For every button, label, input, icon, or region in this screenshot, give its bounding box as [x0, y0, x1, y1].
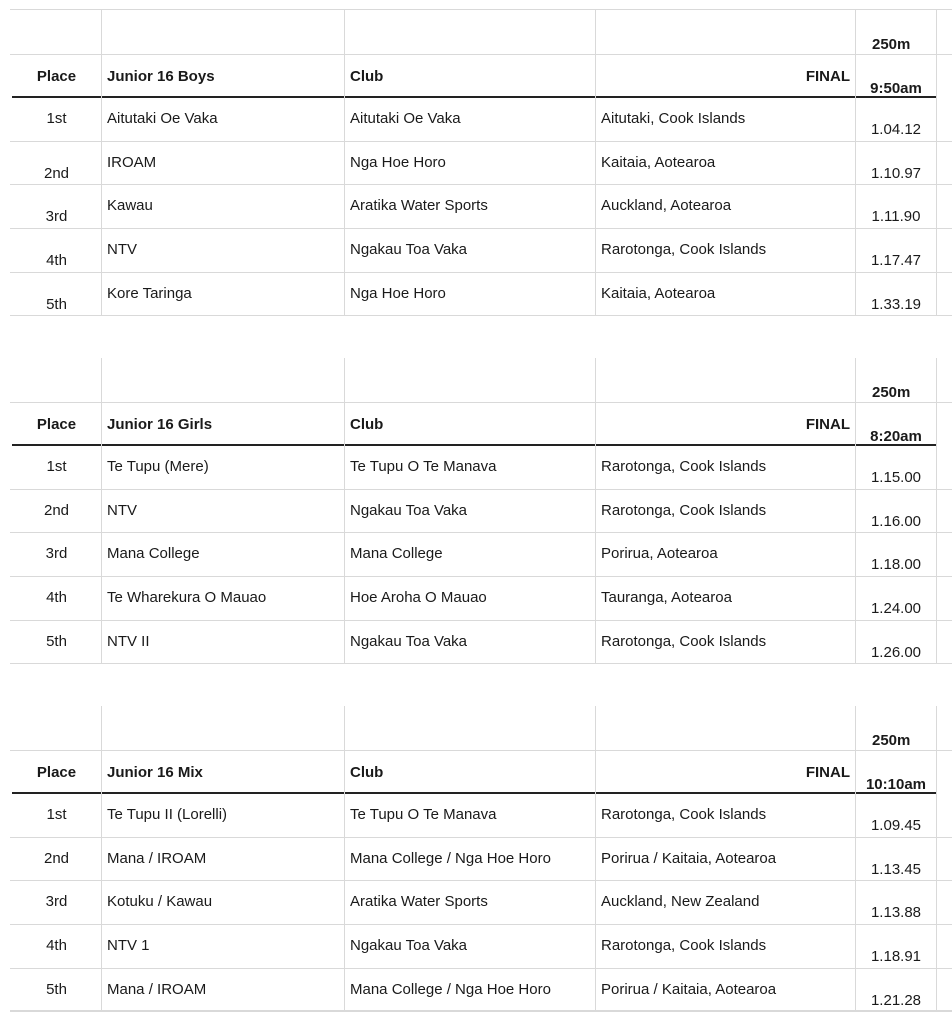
- grid-column-line: [344, 358, 345, 663]
- round-header: FINAL: [805, 763, 850, 781]
- location-cell: Rarotonga, Cook Islands: [601, 937, 767, 954]
- location-cell: Rarotonga, Cook Islands: [601, 806, 767, 824]
- location-cell: Porirua / Kaitaia, Aotearoa: [601, 980, 777, 998]
- club-cell: Aratika Water Sports: [350, 893, 488, 911]
- club-cell: Nga Hoe Horo: [350, 284, 446, 302]
- place-header: Place: [36, 763, 77, 781]
- team-cell: Kotuku / Kawau: [107, 893, 213, 911]
- distance-label: 250m: [872, 384, 911, 401]
- result-time-cell: 1.09.45: [870, 817, 922, 835]
- grid-line: [10, 620, 952, 621]
- place-cell: 5th: [46, 632, 67, 650]
- location-cell: Tauranga, Aotearoa: [601, 589, 732, 606]
- location-cell: Kaitaia, Aotearoa: [601, 153, 716, 171]
- club-cell: Mana College / Nga Hoe Horo: [350, 849, 551, 867]
- team-cell: Mana College: [107, 545, 200, 563]
- grid-line: [10, 402, 952, 403]
- grid-line: [10, 837, 952, 838]
- place-cell: 4th: [46, 252, 67, 269]
- result-time-cell: 1.13.88: [870, 904, 922, 922]
- result-time-cell: 1.11.90: [871, 208, 921, 226]
- start-time: 9:50am: [870, 79, 922, 97]
- club-cell: Te Tupu O Te Manava: [350, 806, 497, 824]
- grid-line: [10, 880, 952, 881]
- team-cell: Te Tupu II (Lorelli): [107, 806, 228, 824]
- club-cell: Mana College: [350, 545, 443, 563]
- grid-column-line: [101, 706, 102, 1011]
- grid-line: [10, 1010, 952, 1011]
- location-cell: Aitutaki, Cook Islands: [601, 110, 746, 128]
- place-cell: 3rd: [45, 545, 68, 563]
- place-cell: 1st: [46, 458, 67, 476]
- start-time: 8:20am: [870, 427, 922, 445]
- club-cell: Ngakau Toa Vaka: [350, 937, 468, 954]
- location-cell: Porirua, Aotearoa: [601, 545, 718, 563]
- place-cell: 5th: [46, 980, 67, 998]
- grid-line: [10, 1011, 952, 1012]
- grid-line: [10, 141, 952, 142]
- location-cell: Auckland, New Zealand: [601, 893, 760, 911]
- header-underline: [12, 444, 936, 446]
- club-header: Club: [350, 763, 384, 781]
- team-cell: IROAM: [107, 153, 157, 171]
- team-cell: NTV 1: [107, 937, 150, 954]
- location-cell: Rarotonga, Cook Islands: [601, 458, 767, 476]
- location-cell: Rarotonga, Cook Islands: [601, 241, 767, 258]
- grid-line: [10, 924, 952, 925]
- team-cell: NTV: [107, 501, 137, 519]
- result-time-cell: 1.13.45: [870, 860, 922, 878]
- place-cell: 4th: [46, 589, 67, 606]
- location-cell: Rarotonga, Cook Islands: [601, 501, 767, 519]
- grid-column-line: [344, 706, 345, 1011]
- round-header: FINAL: [805, 415, 850, 433]
- team-cell: Kore Taringa: [107, 284, 192, 302]
- place-cell: 2nd: [43, 849, 70, 867]
- header-underline: [12, 792, 936, 794]
- grid-line: [10, 184, 952, 185]
- club-cell: Nga Hoe Horo: [350, 153, 446, 171]
- result-time-cell: 1.18.91: [870, 948, 922, 965]
- club-cell: Ngakau Toa Vaka: [350, 241, 468, 258]
- result-time-cell: 1.26.00: [870, 643, 922, 661]
- team-cell: NTV II: [107, 632, 150, 650]
- header-underline: [12, 96, 936, 98]
- club-header: Club: [350, 415, 384, 433]
- place-cell: 1st: [46, 110, 67, 128]
- grid-line: [10, 576, 952, 577]
- place-header: Place: [36, 67, 77, 85]
- club-cell: Hoe Aroha O Mauao: [350, 589, 487, 606]
- grid-column-line: [595, 10, 596, 315]
- category-header: Junior 16 Mix: [107, 763, 203, 781]
- start-time: 10:10am: [865, 775, 927, 793]
- category-header: Junior 16 Girls: [107, 415, 213, 433]
- result-time-cell: 1.33.19: [870, 295, 922, 313]
- result-time-cell: 1.04.12: [870, 121, 922, 139]
- grid-column-line: [344, 10, 345, 315]
- result-time-cell: 1.16.00: [870, 512, 922, 530]
- team-cell: Te Wharekura O Mauao: [107, 589, 267, 606]
- grid-line: [10, 968, 952, 969]
- location-cell: Rarotonga, Cook Islands: [601, 632, 767, 650]
- grid-line: [10, 532, 952, 533]
- result-time-cell: 1.24.00: [870, 600, 922, 617]
- location-cell: Auckland, Aotearoa: [601, 197, 732, 215]
- distance-label: 250m: [872, 732, 911, 749]
- club-cell: Aitutaki Oe Vaka: [350, 110, 461, 128]
- club-cell: Ngakau Toa Vaka: [350, 632, 468, 650]
- club-cell: Aratika Water Sports: [350, 197, 488, 215]
- result-time-cell: 1.15.00: [870, 469, 922, 487]
- team-cell: Mana / IROAM: [107, 980, 207, 998]
- place-cell: 4th: [46, 937, 67, 954]
- team-cell: Te Tupu (Mere): [107, 458, 209, 476]
- grid-line: [10, 272, 952, 273]
- grid-line: [10, 663, 952, 664]
- distance-label: 250m: [872, 36, 911, 53]
- grid-column-line: [595, 706, 596, 1011]
- team-cell: Kawau: [107, 197, 153, 215]
- club-cell: Ngakau Toa Vaka: [350, 501, 468, 519]
- grid-column-line: [101, 358, 102, 663]
- place-cell: 1st: [46, 806, 67, 824]
- club-header: Club: [350, 67, 384, 85]
- location-cell: Porirua / Kaitaia, Aotearoa: [601, 849, 777, 867]
- location-cell: Kaitaia, Aotearoa: [601, 284, 716, 302]
- grid-line: [10, 228, 952, 229]
- place-cell: 5th: [46, 295, 67, 313]
- grid-line: [10, 750, 952, 751]
- place-header: Place: [36, 415, 77, 433]
- place-cell: 2nd: [43, 501, 70, 519]
- club-cell: Mana College / Nga Hoe Horo: [350, 980, 551, 998]
- team-cell: Aitutaki Oe Vaka: [107, 110, 218, 128]
- place-cell: 2nd: [43, 164, 70, 182]
- grid-line: [10, 9, 952, 10]
- place-cell: 3rd: [45, 893, 68, 911]
- result-time-cell: 1.21.28: [870, 991, 922, 1009]
- category-header: Junior 16 Boys: [107, 67, 215, 85]
- grid-line: [10, 54, 952, 55]
- grid-line: [10, 315, 952, 316]
- round-header: FINAL: [805, 67, 850, 85]
- result-time-cell: 1.18.00: [870, 556, 922, 574]
- grid-column-line: [101, 10, 102, 315]
- result-time-cell: 1.10.97: [870, 164, 922, 182]
- club-cell: Te Tupu O Te Manava: [350, 458, 497, 476]
- team-cell: NTV: [107, 241, 137, 258]
- grid-line: [10, 489, 952, 490]
- result-time-cell: 1.17.47: [870, 252, 922, 269]
- grid-column-line: [595, 358, 596, 663]
- place-cell: 3rd: [45, 208, 68, 226]
- team-cell: Mana / IROAM: [107, 849, 207, 867]
